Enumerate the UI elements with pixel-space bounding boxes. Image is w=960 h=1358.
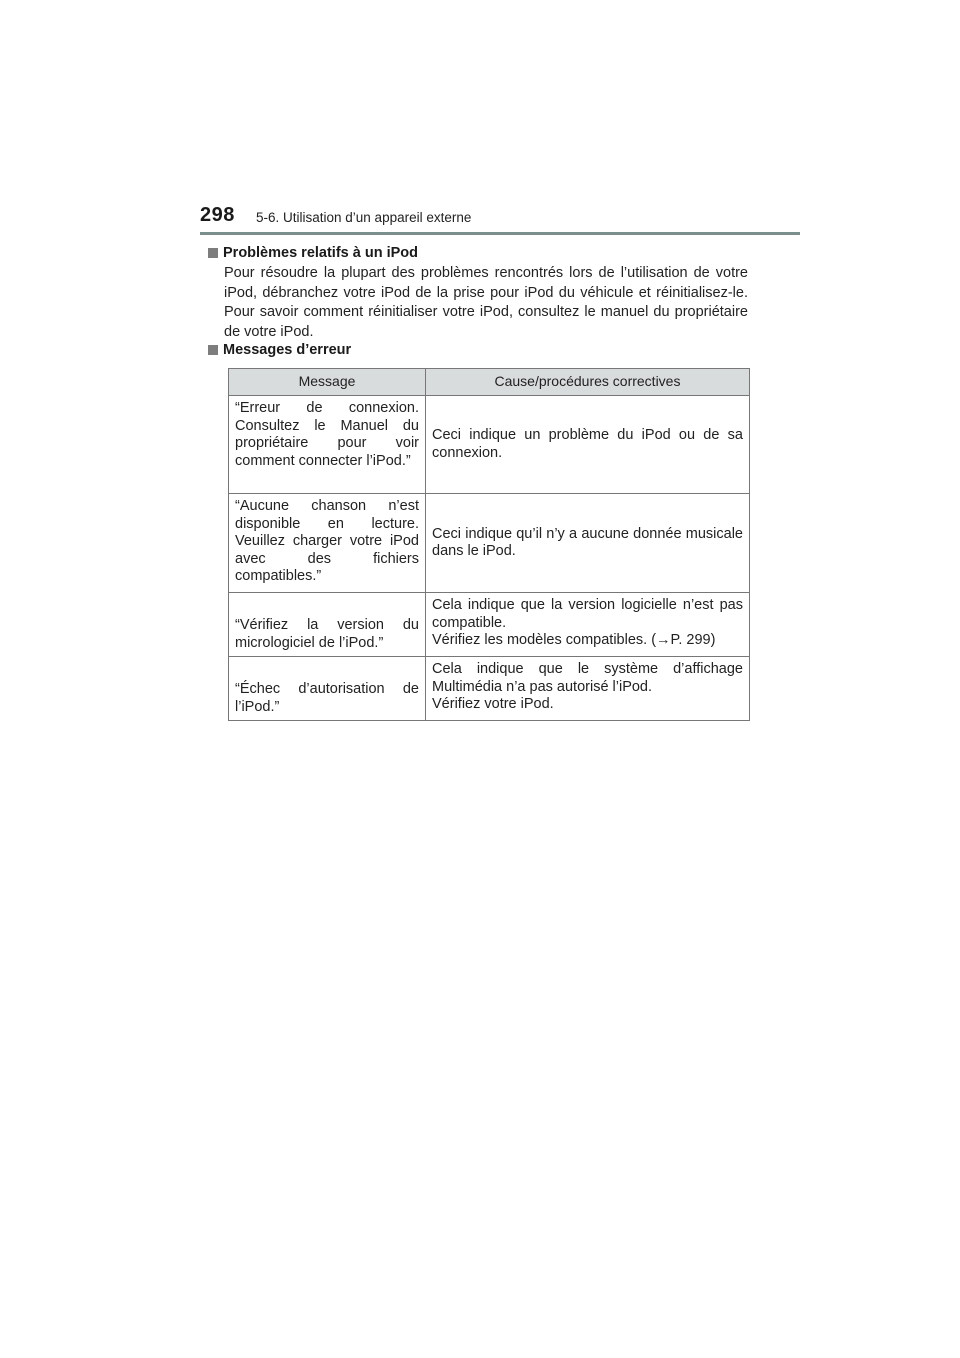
- error-messages-heading-text: Messages d’erreur: [223, 342, 352, 358]
- error-messages-heading: [208, 341, 748, 359]
- cause-cell: [426, 494, 750, 593]
- message-cell: “Vérifiez la version du micrologiciel de l’iPod.”: [229, 593, 426, 657]
- cause-line: Cela indique que la version logicielle n’est pas compatible.: [432, 597, 743, 631]
- cause-line: Vérifiez votre iPod.: [432, 696, 554, 712]
- message-cell: “Échec d’autorisation de l’iPod.”: [229, 657, 426, 721]
- cause-line: Vérifiez les modèles compatibles. (→P. 299): [432, 632, 716, 648]
- cause-line: Ceci indique un problème du iPod ou de sa connexion.: [432, 427, 743, 461]
- column-header-cause: Cause/procédures correctives: [426, 369, 750, 396]
- cause-cell: [426, 396, 750, 494]
- page-header: [200, 204, 800, 234]
- table-row: [229, 396, 750, 494]
- cause-cell: [426, 593, 750, 657]
- table-row: [229, 593, 750, 657]
- error-messages-table: [228, 368, 750, 721]
- bullet-square-icon: [208, 345, 218, 355]
- cause-cell: [426, 657, 750, 721]
- ipod-problems-section: [208, 244, 748, 342]
- section-title: 5-6. Utilisation d’un appareil externe: [256, 210, 472, 225]
- bullet-square-icon: [208, 248, 218, 258]
- cause-line: Cela indique que le système d’affichage Multimédia n’a pas autorisé l’iPod.: [432, 661, 743, 695]
- ipod-problems-heading-text: Problèmes relatifs à un iPod: [223, 245, 418, 261]
- message-cell: “Aucune chanson n’est disponible en lecture. Veuillez charger votre iPod avec des fichiers compatibles.”: [229, 494, 426, 593]
- header-divider: [200, 232, 800, 235]
- ipod-problems-heading: [208, 244, 748, 262]
- cause-line: Ceci indique qu’il n’y a aucune donnée musicale dans le iPod.: [432, 525, 743, 559]
- message-cell: “Erreur de connexion. Consultez le Manuel du propriétaire pour voir comment connecter l’iPod.”: [229, 396, 426, 494]
- error-messages-section: [208, 341, 748, 359]
- ipod-problems-body: Pour résoudre la plupart des problèmes rencontrés lors de l’utilisation de votre iPod, débranchez votre iPod de la prise pour iPod du véhicule et réinitialisez-le. Pour savoir comment réinitialiser votre iPod, consultez le manuel du propriétaire de votre iPod.: [224, 265, 748, 340]
- table-header-row: [229, 369, 750, 396]
- column-header-message: Message: [229, 369, 426, 396]
- table-row: [229, 494, 750, 593]
- table-row: [229, 657, 750, 721]
- page-number: 298: [200, 204, 235, 226]
